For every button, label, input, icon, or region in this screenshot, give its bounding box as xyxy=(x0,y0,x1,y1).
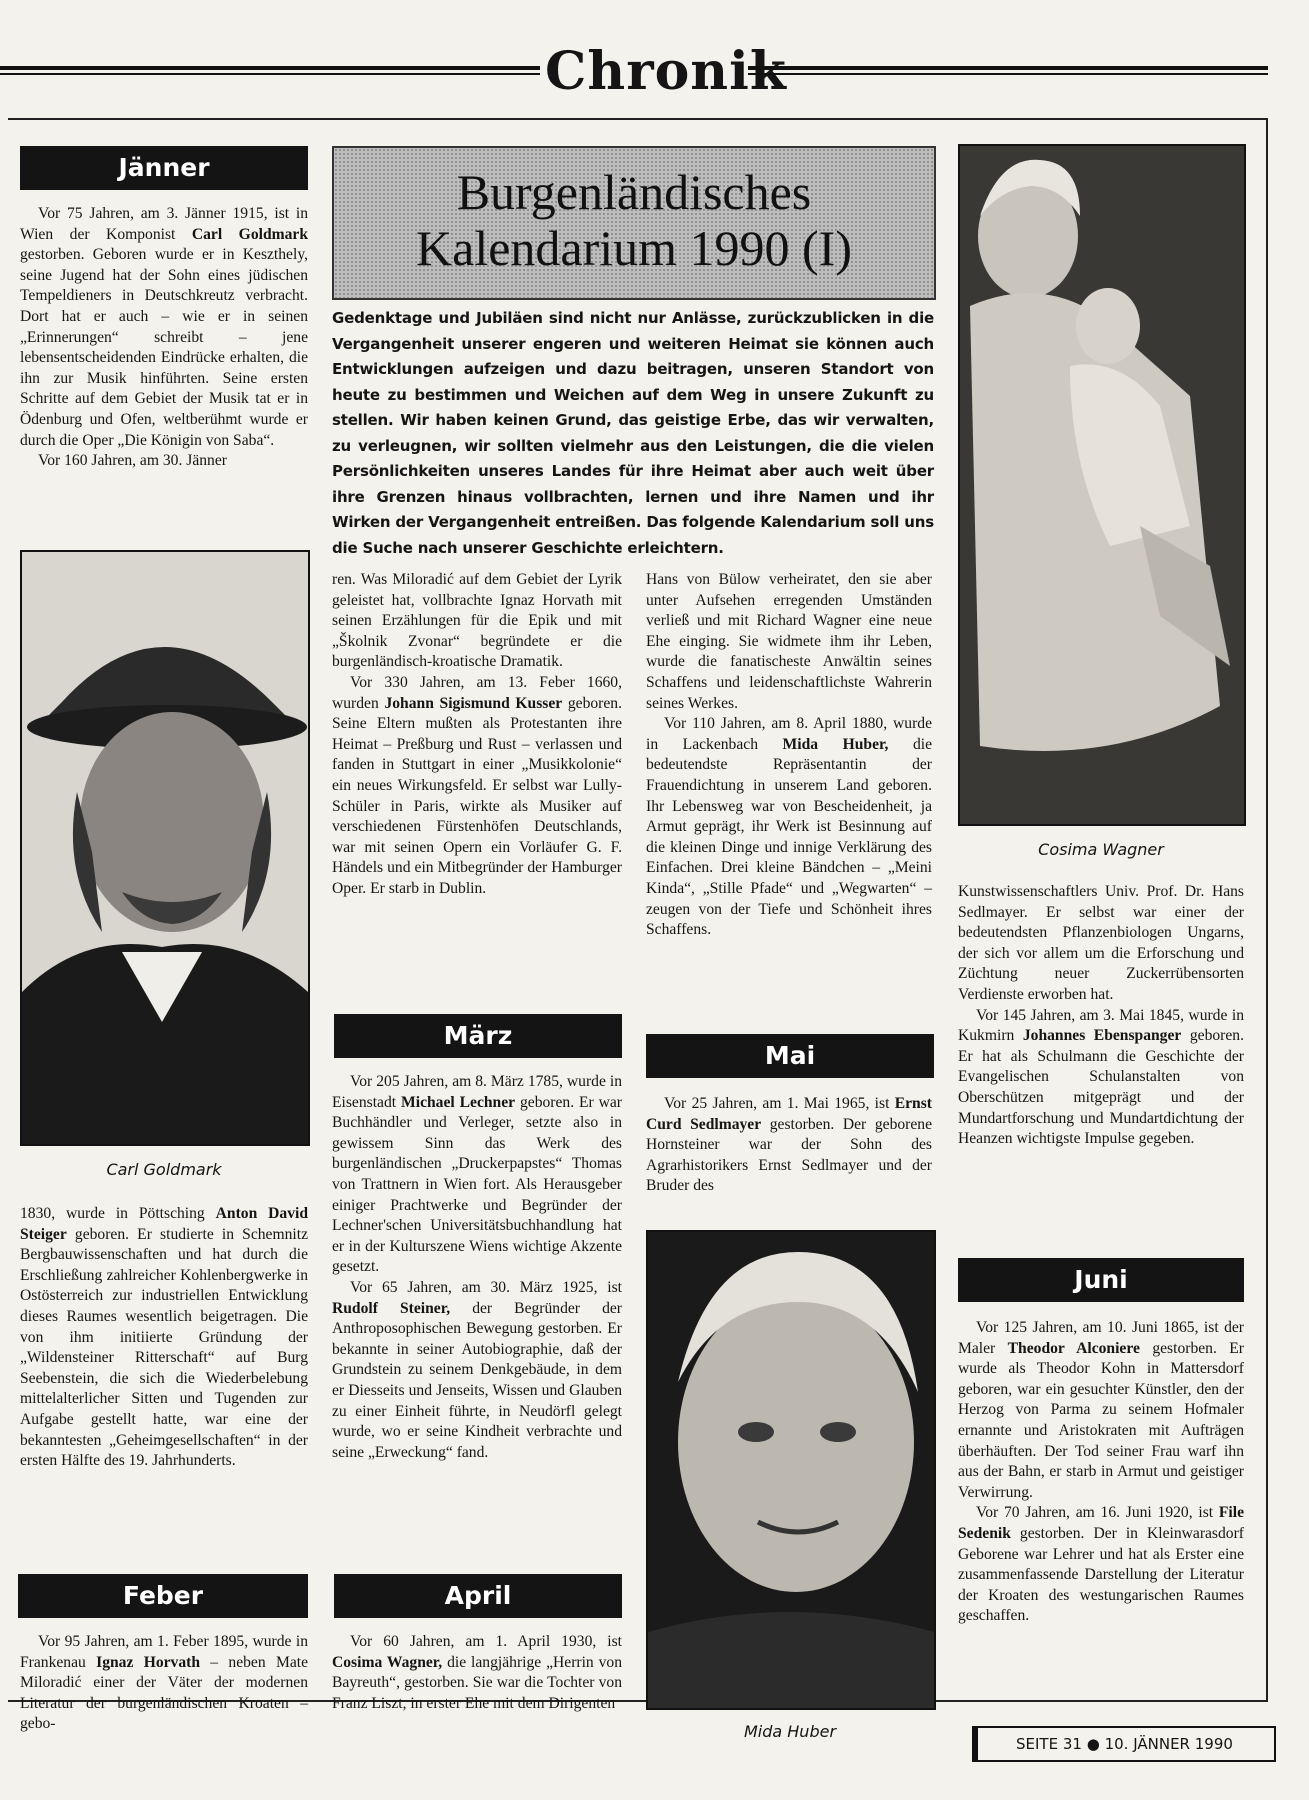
caption-cosima-wagner: Cosima Wagner xyxy=(1038,840,1164,859)
article-maerz: Vor 205 Jahren, am 8. März 1785, wurde in Eisenstadt Michael Lechner geboren. Er war Buchhändler und Verleger, setzte also in gewissem Sinn das Werk des burgenländischen „Druckerpapstes“ Thomas von Trattnern in Wien fort. Als Herausgeber einiger Prachtwerke und Begründer der Lechner'schen Universitätsbuchhandlung hat er in der Kulturszene Wiens wichtige Akzente gesetzt. Vor 65 Jahren, am 30. März 1925, ist Rudolf Steiner, der Begründer der Anthroposophischen Bewegung gestorben. Er bekannte in seiner Autobiographie, daß der Grundstein zu seinem Denkgebäude, in dem er Diesseits und Jenseits, Wissen und Glauben zu einer Einheit führte, in Neudörfl gelegt wurde, wo er seine Kindheit verbrachte und seine „Erweckung“ fand. xyxy=(332,1073,623,1461)
headline-line1: Burgenländisches xyxy=(456,164,812,220)
person-name: Anton David Steiger xyxy=(20,1205,308,1243)
masthead-title: Chronik xyxy=(545,41,787,102)
article-mai-1: Vor 25 Jahren, am 1. Mai 1965, ist Ernst Curd Sedlmayer gestorben. Der geborene Hornsteiner war der Sohn des Agrarhistorikers Ernst Sedlmayer und der Bruder des xyxy=(646,1095,932,1195)
article-jaenner-2: 1830, wurde in Pöttsching Anton David Steiger geboren. Er studierte in Schemnitz Bergbauwissenschaften und hat durch die Erschließung zahlreicher Kohlenbergwerke in Ostösterreich zur industriellen Entwicklung dieses Raumes wesentlich beigetragen. Die von ihm initiierte Gründung der „Wildensteiner Ritterschaft“ auf Burg Seebenstein, die sich die Wiederbelebung mittelalterlicher Sitten und Tugenden zur Aufgabe gestellt hatte, war eine der bekanntesten „Geheimgesellschaften“ in der ersten Hälfte des 19. Jahrhunderts. xyxy=(20,1205,308,1470)
person-name: Mida Huber, xyxy=(782,735,889,753)
person-name: Ernst Curd Sedlmayer xyxy=(646,1095,932,1133)
person-name: Ignaz Horvath xyxy=(96,1653,200,1671)
month-header-maerz: März xyxy=(334,1014,622,1058)
page-number: SEITE 31 xyxy=(1016,1735,1082,1753)
issue-date: 10. JÄNNER 1990 xyxy=(1104,1735,1233,1753)
person-name: Theodor Alconiere xyxy=(1007,1339,1140,1357)
person-name: Cosima Wagner, xyxy=(332,1653,443,1671)
page-footer xyxy=(972,1726,1276,1762)
article-jaenner-1: Vor 75 Jahren, am 3. Jänner 1915, ist in Wien der Komponist Carl Goldmark gestorben. Geboren wurde er in Keszthely, seine Jugend hat der Sohn eines jüdischen Tempeldieners in Deutschkreutz verbracht. Dort hat er auch – wie er in seinen „Erinnerungen“ schreibt – jene lebensentscheidenden Eindrücke erhalten, die ihn zur Musik hinführten. Seine ersten Schritte auf dem Gebiet der Musik tat er in Ödenburg und Ofen, weltberühmt wurde er durch die Oper „Die Königin von Saba“. Vor 160 Jahren, am 30. Jänner xyxy=(20,205,308,470)
person-name: Carl Goldmark xyxy=(191,225,308,243)
bullet-icon: ● xyxy=(1086,1735,1100,1753)
person-name: Johannes Ebenspanger xyxy=(1022,1027,1182,1045)
person-name: Michael Lechner xyxy=(401,1093,516,1111)
photo-carl-goldmark xyxy=(20,550,310,1146)
headline-box xyxy=(332,146,936,300)
caption-mida-huber: Mida Huber xyxy=(743,1722,837,1741)
caption-carl-goldmark: Carl Goldmark xyxy=(106,1160,222,1179)
article-april-2: Hans von Bülow verheiratet, den sie aber unter Aufsehen erregenden Umständen verließ und mit Richard Wagner eine neue Ehe einging. Sie widmete ihm ihr Leben, wurde die fanatischeste Anwältin seines Schaffens und leidenschaftlichste Wahrerin seines Werkes. Vor 110 Jahren, am 8. April 1880, wurde in Lackenbach Mida Huber, die bedeutendste Repräsentantin der Frauendichtung in unserem Land geboren. Ihr Lebensweg war von Bescheidenheit, ja Armut geprägt, ihr Werk ist Besinnung auf die kleinen Dinge und innige Verklärung des Einfachen. Drei kleine Bändchen – „Meini Kinda“, „Stille Pfade“ und „Wegwarten“ – zeugen von der Tiefe und Schönheit ihres Schaffens. xyxy=(646,571,933,939)
person-name: File Sedenik xyxy=(958,1504,1244,1542)
masthead-rule-left xyxy=(0,66,540,75)
article-april-1: Vor 60 Jahren, am 1. April 1930, ist Cosima Wagner, die langjährige „Herrin von Bayreuth“, gestorben. Sie war die Tochter von Franz Liszt, in erster Ehe mit dem Dirigenten xyxy=(332,1633,623,1712)
portrait-illustration xyxy=(22,552,308,1144)
article-feber-1: Vor 95 Jahren, am 1. Feber 1895, wurde in Frankenau Ignaz Horvath – neben Mate Miloradić einer der Väter der modernen Literatur der burgenländischen Kroaten – gebo- xyxy=(20,1633,308,1733)
article-mai-2: Kunstwissenschaftlers Univ. Prof. Dr. Hans Sedlmayer. Er selbst war einer der bedeutendsten Pflanzenbiologen Ungarns, der sich vor allem um die Erforschung und Züchtung neuer Zuckerrübensorten Verdienste erworben hat. Vor 145 Jahren, am 3. Mai 1845, wurde in Kukmirn Johannes Ebenspanger geboren. Er hat als Schulmann die Geschichte der Evangelischen Schulanstalten von Oberschützen mitgeprägt und der Mundartforschung und Mundartdichtung der Heanzen wichtigste Impulse gegeben. xyxy=(958,883,1244,1148)
photo-cosima-wagner xyxy=(958,144,1246,826)
month-header-april: April xyxy=(334,1574,622,1618)
headline-line2: Kalendarium 1990 (I) xyxy=(416,220,852,276)
portrait-illustration xyxy=(960,146,1244,824)
month-header-feber: Feber xyxy=(18,1574,308,1618)
article-juni: Vor 125 Jahren, am 10. Juni 1865, ist der Maler Theodor Alconiere gestorben. Er wurde als Theodor Kohn in Mattersdorf geboren, war ein gesuchter Künstler, den der Herzog von Parma zu seinem Hofmaler ernannte und Aristokraten mit Aufträgen überhäuften. Der Tod seiner Frau warf ihn aus der Bahn, er starb in Armut und geistiger Verwirrung. Vor 70 Jahren, am 16. Juni 1920, ist File Sedenik gestorben. Der in Kleinwarasdorf Geborene war Lehrer und hat als Erster eine zusammenfassende Darstellung der Literatur der Kroaten des westungarischen Raumes geschaffen. xyxy=(958,1319,1244,1625)
month-header-mai: Mai xyxy=(646,1034,934,1078)
portrait-illustration xyxy=(648,1232,934,1708)
article-feber-2: ren. Was Miloradić auf dem Gebiet der Lyrik geleistet hat, vollbrachte Ignaz Horvath mit seinen Erzählungen für die Epik und mit „Školnik Zvonar“ begründete er die burgenländisch-kroatische Dramatik. Vor 330 Jahren, am 13. Feber 1660, wurden Johann Sigismund Kusser geboren. Seine Eltern mußten als Protestanten ihre Heimat – Preßburg und Rust – verlassen und fanden in Stuttgart in einer „Musikkolonie“ ein neues Wirkungsfeld. Er selbst war Lully-Schüler in Paris, wirkte als Musiker auf verschiedenen Fürstenhöfen Deutschlands, war mit seinen Opern ein Vorläufer G. F. Händels und ein Mitbegründer der Hamburger Oper. Er starb in Dublin. xyxy=(332,571,622,897)
person-name: Johann Sigismund Kusser xyxy=(384,694,563,712)
photo-mida-huber xyxy=(646,1230,936,1710)
person-name: Rudolf Steiner, xyxy=(332,1299,451,1317)
month-header-jaenner: Jänner xyxy=(20,146,308,190)
lead-paragraph: Gedenktage und Jubiläen sind nicht nur Anlässe, zurückzublicken in die Vergangenheit unserer engeren und weiteren Heimat sie können auch Entwicklungen aufzeigen und dazu beitragen, unseren Standort von heute zu bestimmen und Weichen auf dem Weg in unsere Zukunft zu stellen. Wir haben keinen Grund, das geistige Erbe, das wir verwalten, zu verleugnen, wir sollten vielmehr aus den Leistungen, die die vielen Persönlichkeiten unseres Landes für ihre Heimat aber auch weit über ihre Grenzen hinaus vollbrachten, lernen und ihre Namen und ihr Wirken der Vergangenheit entreißen. Das folgende Kalendarium soll uns die Suche nach unserer Geschichte erleichtern. xyxy=(332,309,934,557)
masthead-rule-right xyxy=(748,66,1268,75)
month-header-juni: Juni xyxy=(958,1258,1244,1302)
